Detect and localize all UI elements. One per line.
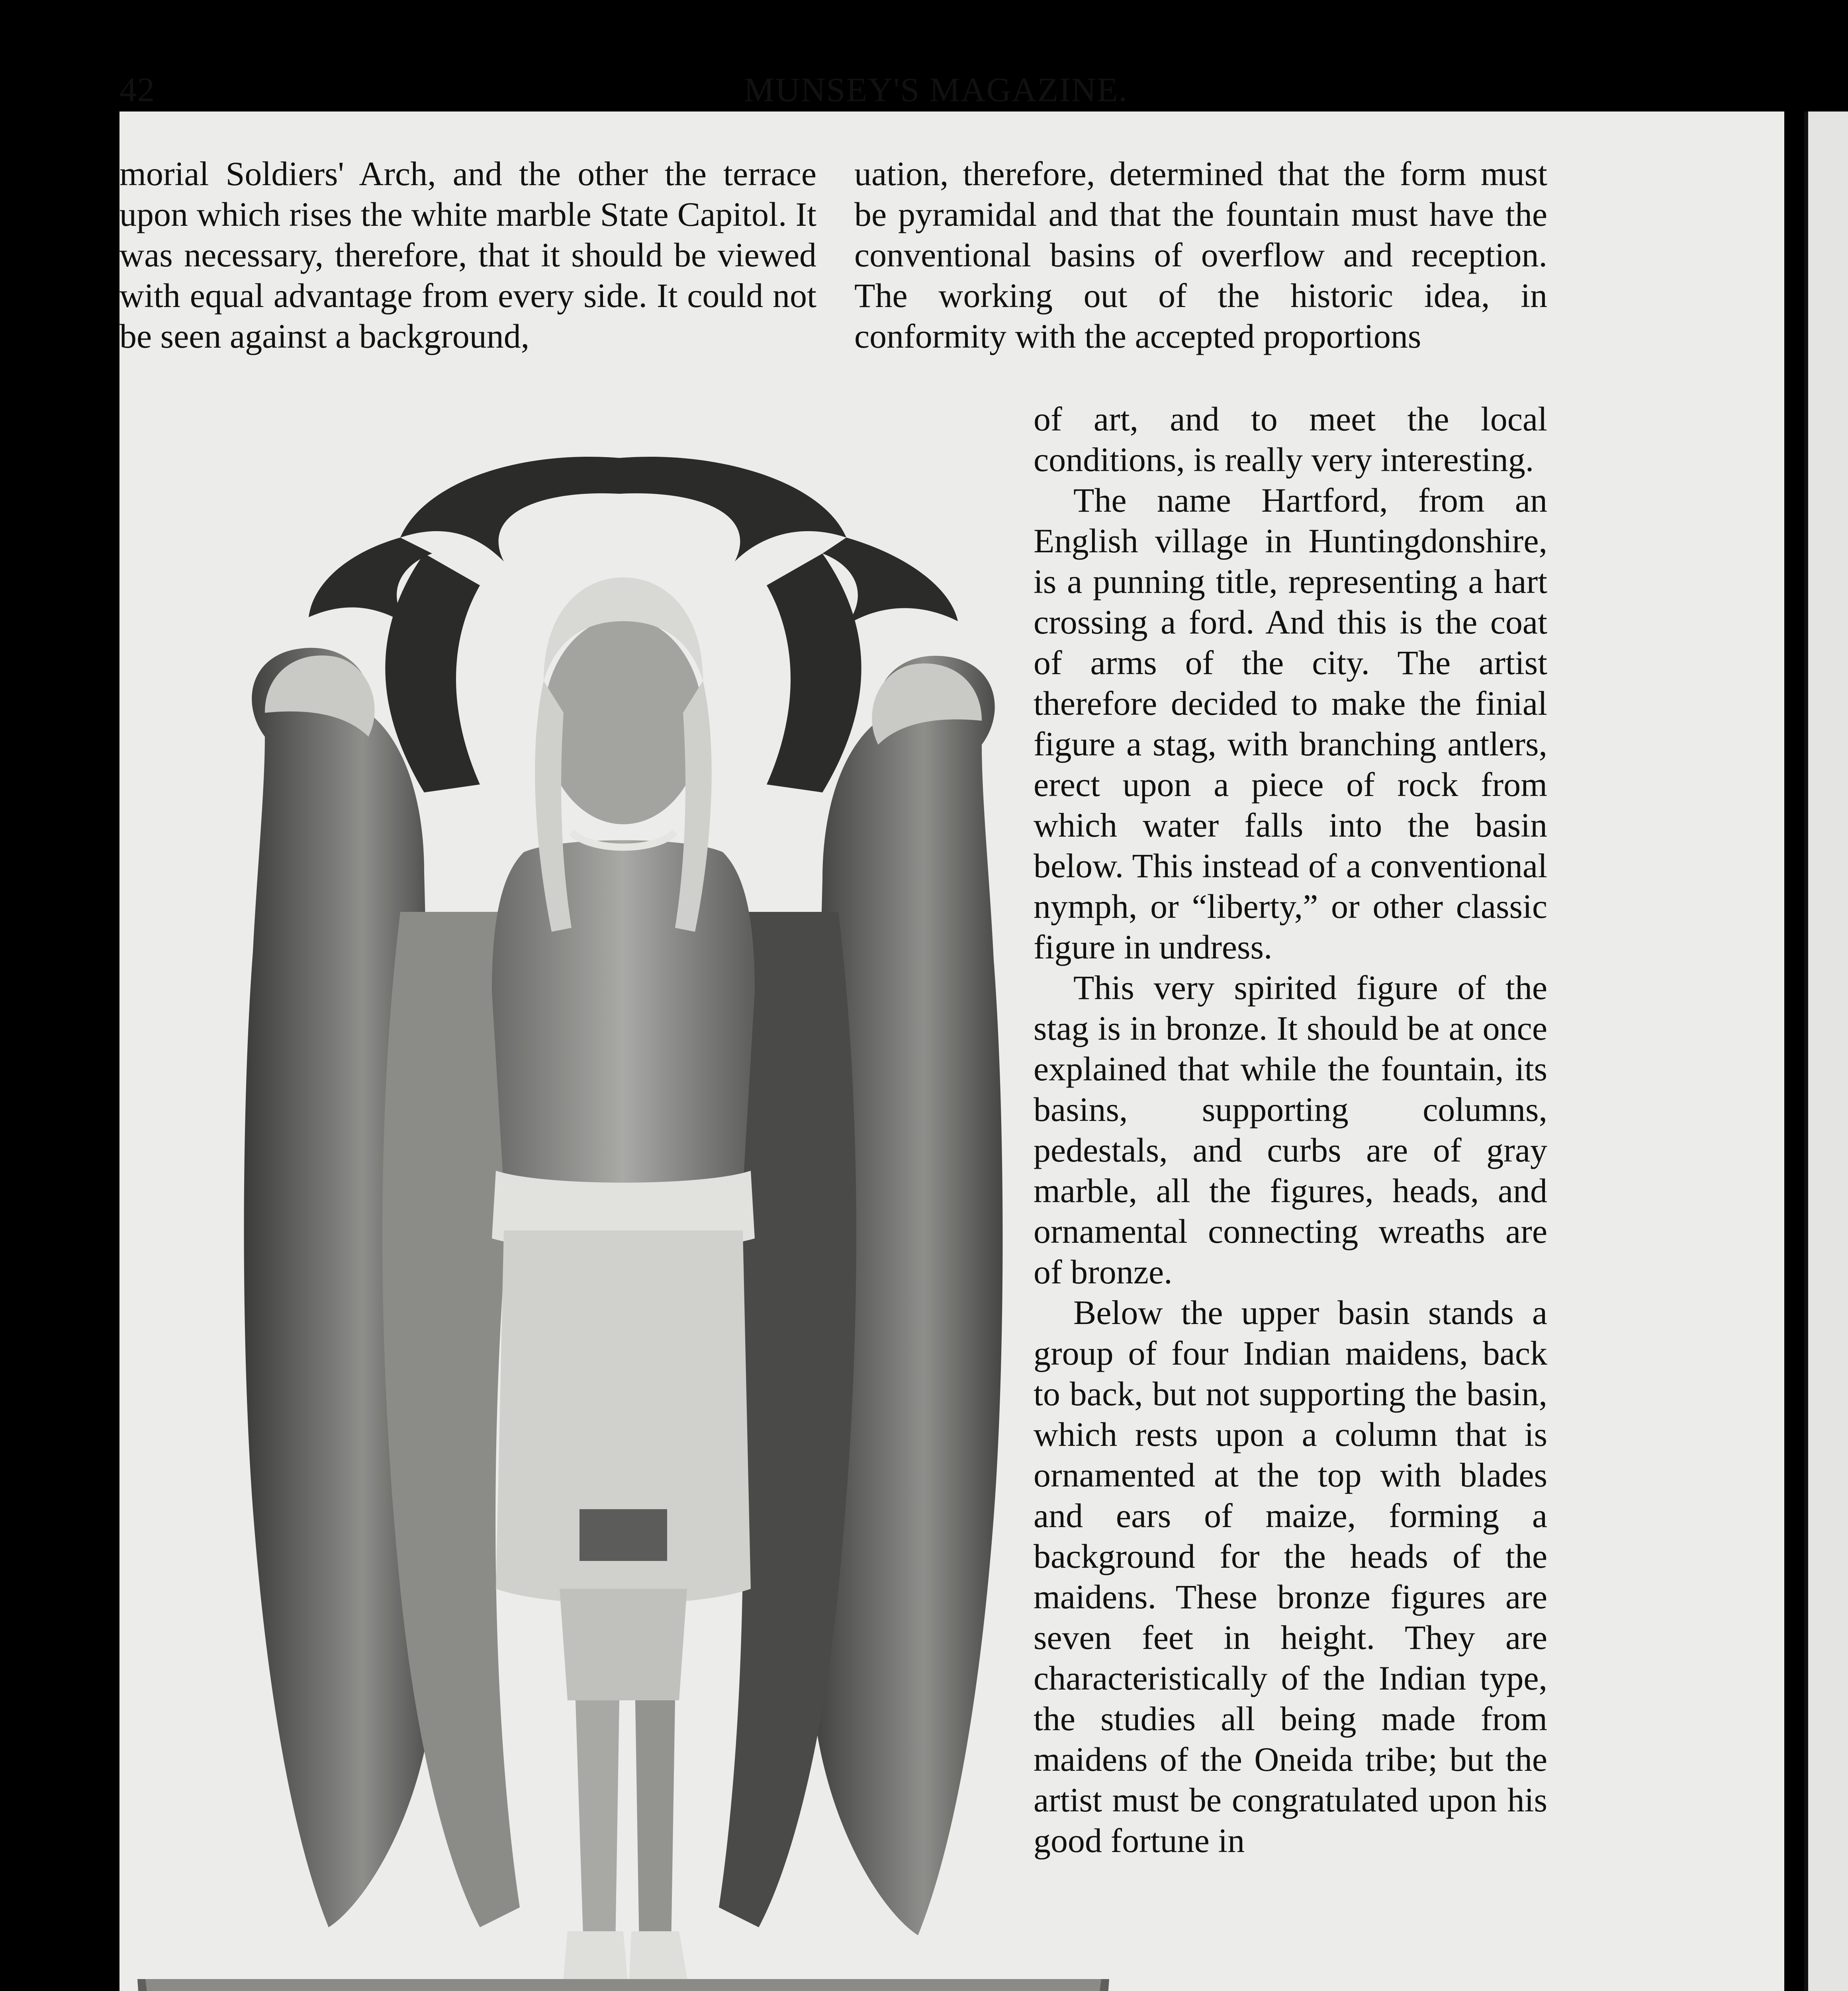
page-number: 42 (119, 70, 155, 109)
right-column-top (854, 153, 1547, 356)
paragraph: of art, and to meet the local conditions, is really very interesting. (1034, 400, 1547, 479)
left-column-top (119, 153, 816, 356)
sculpture-illustration (121, 434, 1125, 1991)
statue-engraving-image (121, 434, 1125, 1991)
next-page-edge (1804, 111, 1848, 1991)
magazine-title: MUNSEY'S MAGAZINE. (744, 70, 1128, 109)
running-head (119, 70, 1752, 121)
paragraph: morial Soldiers' Arch, and the other the terrace upon which rises the white marble State Capitol. It was necessary, therefore, that it should be viewed with equal advantage from every side. It could not be seen against a background, (119, 155, 816, 355)
paragraph: The name Hartford, from an English village in Huntingdonshire, is a punning title, representing a hart crossing a ford. And this is the coat of arms of the city. The artist therefore decided to make the finial figure a stag, with branching antlers, erect upon a piece of rock from which water falls into the basin below. This instead of a conventional nymph, or “liberty,” or other classic figure in undress. (1034, 481, 1547, 966)
paragraph: Below the upper basin stands a group of four Indian maidens, back to back, but not supporting the basin, which rests upon a column that is ornamented at the top with blades and ears of maize, forming a background for the heads of the maidens. These bronze figures are seven feet in height. They are characteristically of the Indian type, the studies all being made from maidens of the Oneida tribe; but the artist must be congratulated upon his good fortune in (1034, 1293, 1547, 1860)
paragraph: This very spirited figure of the stag is in bronze. It should be at once explained that while the fountain, its basins, supporting columns, pedestals, and curbs are of gray marble, all the figures, heads, and ornamental connecting wreaths are of bronze. (1034, 968, 1547, 1291)
paragraph: uation, therefore, determined that the form must be pyramidal and that the fountain must have the conventional basins of overflow and reception. The working out of the historic idea, in conformity with the accepted proportions (854, 155, 1547, 355)
